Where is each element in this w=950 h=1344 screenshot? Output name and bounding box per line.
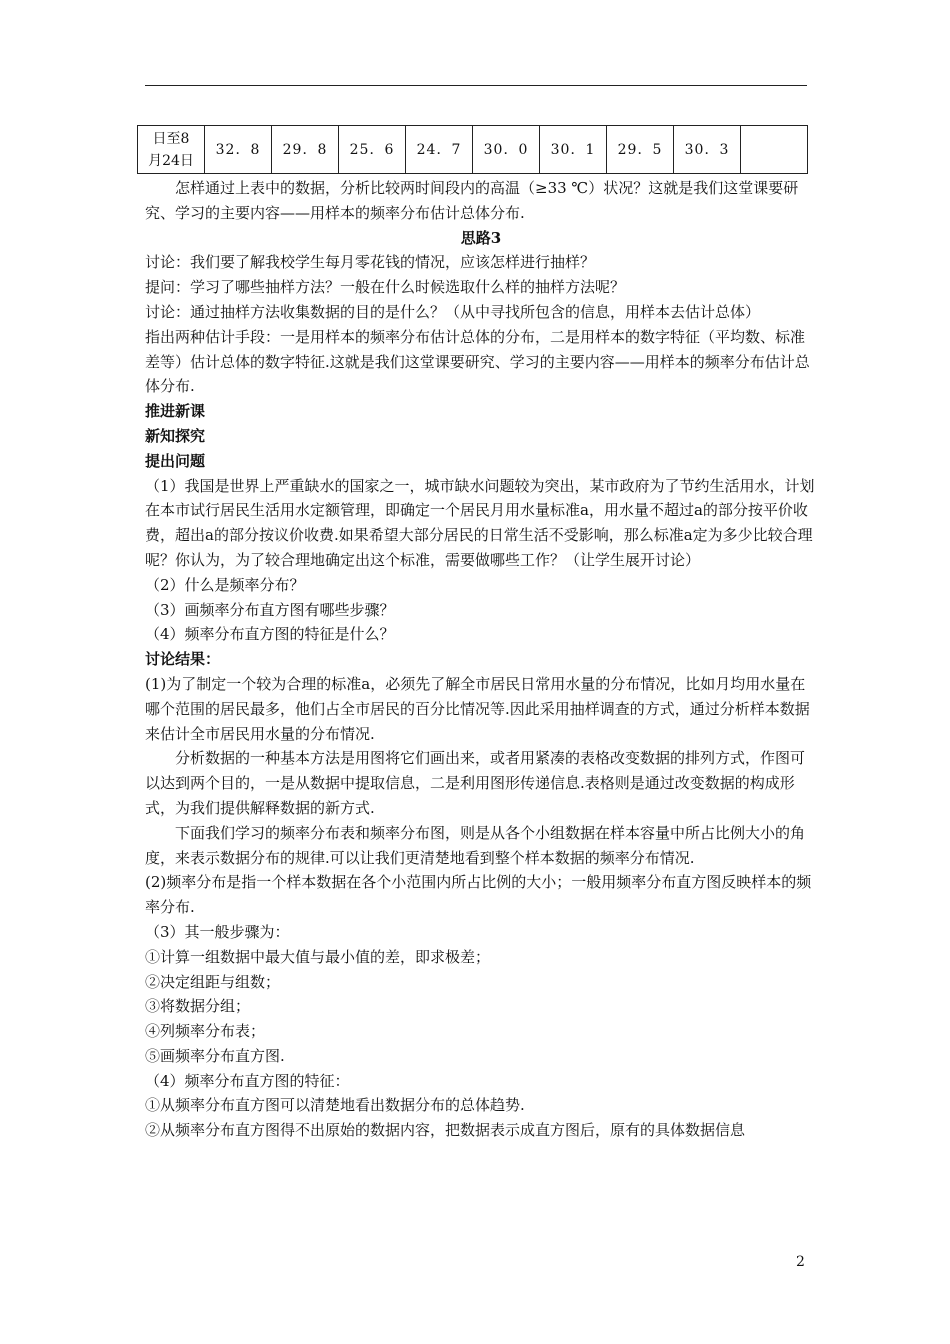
paragraph: 指出两种估计手段：一是用样本的频率分布估计总体的分布，二是用样本的数字特征（平均数、标准差等）估计总体的数字特征.这就是我们这堂课要研究、学习的主要内容——用样本的频率分布估计总体分布.	[145, 327, 810, 396]
paragraph: 推进新课	[145, 402, 206, 421]
paragraph: （1）我国是世界上严重缺水的国家之一，城市缺水问题较为突出，某市政府为了节约生活用水，计划在本市试行居民生活用水定额管理，即确定一个居民月用水量标准a，用水量不超过a的部分按平价收费，超出a的部分按议价收费.如果希望大部分居民的日常生活不受影响，那么标准a定为多少比较合理呢？你认为，为了较合理地确定出这个标准，需要做哪些工作？（让学生展开讨论）	[145, 476, 815, 569]
paragraph: (1)为了制定一个较为合理的标准a，必须先了解全市居民日常用水量的分布情况，比如月均用水量在哪个范围的居民最多，他们占全市居民的百分比情况等.因此采用抽样调查的方式，通过分析样本数据来估计全市居民用水量的分布情况.	[145, 674, 810, 743]
page-number: 2	[796, 1254, 805, 1270]
paragraph: 下面我们学习的频率分布表和频率分布图，则是从各个小组数据在样本容量中所占比例大小的角度，来表示数据分布的规律.可以让我们更清楚地看到整个样本数据的频率分布情况.	[145, 823, 806, 867]
table-cell: 24．7	[406, 126, 473, 174]
table-cell: 25．6	[339, 126, 406, 174]
paragraph: ③将数据分组；	[145, 997, 251, 1016]
paragraph: 思路3	[460, 228, 502, 247]
table-cell: 29．5	[607, 126, 674, 174]
paragraph: ①计算一组数据中最大值与最小值的差，即求极差；	[145, 947, 491, 966]
table-cell: 32．8	[205, 126, 272, 174]
row-label-line: 月24日	[148, 152, 194, 169]
table-cell: 30．3	[674, 126, 741, 174]
paragraph: （3）画频率分布直方图有哪些步骤？	[145, 600, 395, 619]
table-row	[138, 126, 808, 174]
table-cell: 30．0	[473, 126, 540, 174]
paragraph: ②决定组距与组数；	[145, 972, 281, 991]
paragraph: 讨论结果：	[145, 650, 221, 669]
paragraph: 讨论：通过抽样方法收集数据的目的是什么？（从中寻找所包含的信息，用样本去估计总体）	[145, 302, 761, 321]
paragraph: 讨论：我们要了解我校学生每月零花钱的情况，应该怎样进行抽样？	[145, 253, 596, 272]
paragraph: （4）频率分布直方图的特征是什么？	[145, 625, 395, 644]
paragraph: 提出问题	[145, 451, 206, 470]
table-cell-empty	[741, 126, 808, 174]
paragraph: 分析数据的一种基本方法是用图将它们画出来，或者用紧凑的表格改变数据的排列方式，作图可以达到两个目的，一是从数据中提取信息，二是利用图形传递信息.表格则是通过改变数据的构成形式，为我们提供解释数据的新方式.	[145, 749, 806, 817]
paragraph: ②从频率分布直方图得不出原始的数据内容，把数据表示成直方图后，原有的具体数据信息	[145, 1121, 746, 1140]
paragraph: 提问：学习了哪些抽样方法？一般在什么时候选取什么样的抽样方法呢？	[145, 278, 626, 297]
header-rule	[145, 85, 807, 86]
row-label-cell	[138, 126, 205, 174]
row-label-line: 日至8	[152, 130, 190, 147]
table-cell: 29．8	[272, 126, 339, 174]
temperature-table	[137, 125, 808, 174]
table-cell: 30．1	[540, 126, 607, 174]
paragraph: ⑤画频率分布直方图.	[145, 1046, 285, 1065]
paragraph: ①从频率分布直方图可以清楚地看出数据分布的总体趋势.	[145, 1096, 525, 1115]
document-body	[145, 176, 817, 1143]
paragraph: (2)频率分布是指一个样本数据在各个小范围内所占比例的大小；一般用频率分布直方图反映样本的频率分布.	[145, 873, 812, 917]
paragraph: ④列频率分布表；	[145, 1022, 266, 1041]
paragraph: （2）什么是频率分布？	[145, 575, 305, 594]
paragraph: （4）频率分布直方图的特征：	[145, 1071, 350, 1090]
paragraph: 新知探究	[145, 426, 206, 445]
paragraph: 怎样通过上表中的数据，分析比较两时间段内的高温（≥33 ℃）状况？这就是我们这堂课要研究、学习的主要内容——用样本的频率分布估计总体分布.	[145, 179, 799, 222]
paragraph: （3）其一般步骤为：	[145, 922, 290, 941]
